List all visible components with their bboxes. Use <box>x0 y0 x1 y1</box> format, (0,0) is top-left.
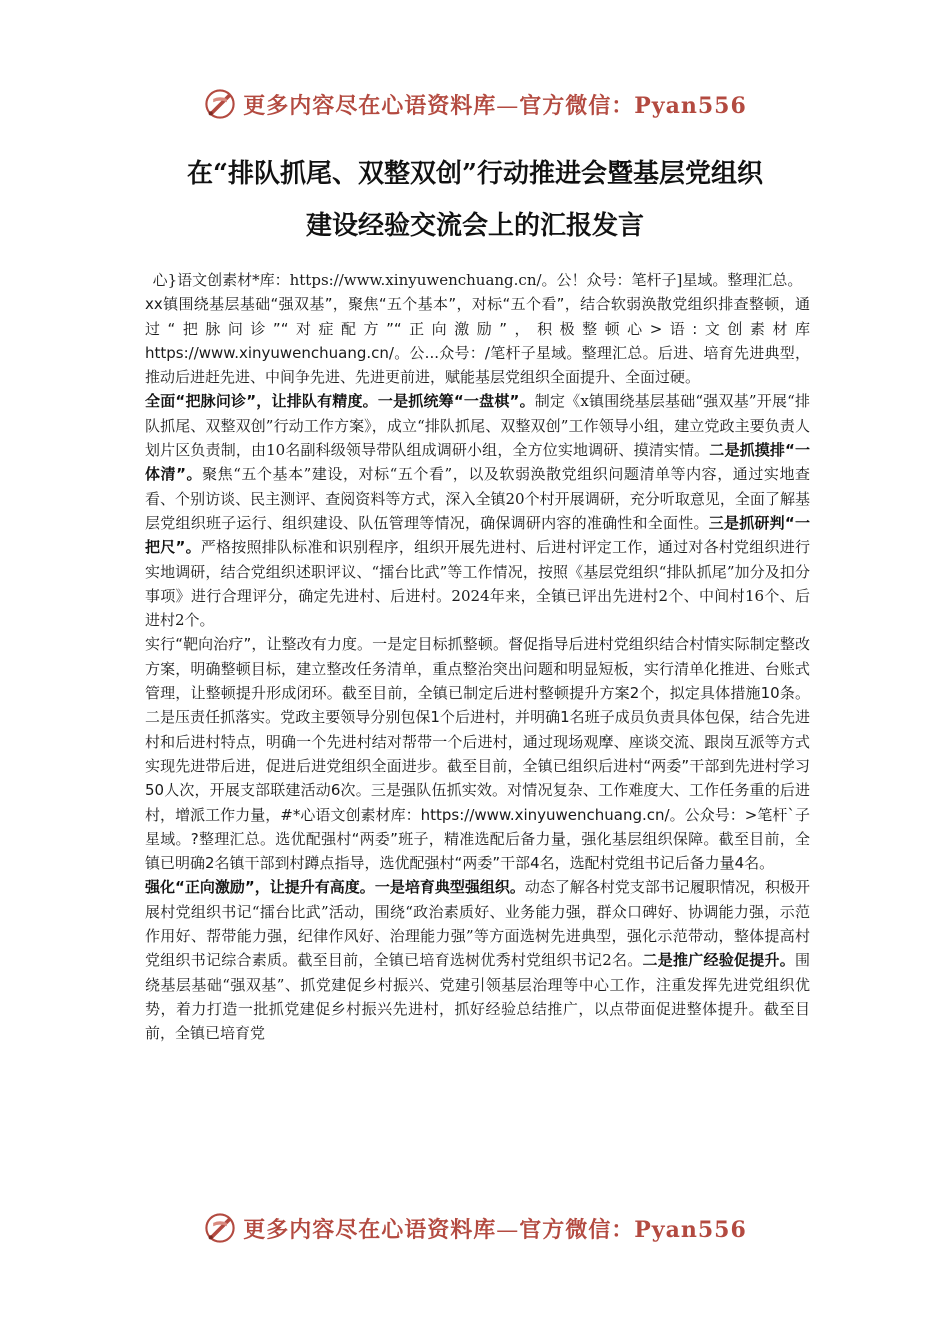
section-3-text-1: 动态了解各村党支部书记履职情况，积极开展村党组织书记“擂台比武”活动，围绕“政治素质好、业务能力强，群众口碑好、协调能力强，示范作用好、帮带能力强，纪律作风好、治理能力强”等方面选树先进典型，强化示范带动，整体提高村党组织书记综合素质。截至目前，全镇已培育选树优秀村党组织书记2名。 <box>145 878 810 970</box>
title-line-1: 在“排队抓尾、双整双创”行动推进会暨基层党组织 <box>187 159 763 189</box>
section-1-text-2: 聚焦“五个基本”建设，对标“五个看”，以及软弱涣散党组织问题清单等内容，通过实地查看、个别访谈、民主测评、查阅资料等方式，深入全镇20个村开展调研，充分听取意见，全面了解基层党组织班子运行、组织建设、队伍管理等情况，确保调研内容的准确性和全面性。 <box>145 465 811 532</box>
document-title <box>120 148 830 252</box>
section-3-text-2: 围绕基层基础“强双基”、抓党建促乡村振兴、党建引领基层治理等中心工作，注重发挥先进党组织优势，着力打造一批抓党建促乡村振兴先进村，抓好经验总结推广，以点带面促进整体提升。截至目前，全镇已培育党 <box>145 951 810 1043</box>
book-pen-logo-icon <box>203 1211 237 1245</box>
section-1-sub-1: 一是抓统筹“一盘棋”。 <box>377 392 535 411</box>
section-1-text-3: 严格按照排队标准和识别程序，组织开展先进村、后进村评定工作，通过对各村党组织进行实地调研，结合党组织述职评议、“擂台比武”等工作情况，按照《基层党组织“排队抓尾”加分及扣分事项》进行合理评分，确定先进村、后进村。2024年来，全镇已评出先进村2个、中间村16个、后进村2个。 <box>145 538 810 630</box>
banner-text: 更多内容尽在心语资料库—官方微信：Pyan556 <box>243 92 747 119</box>
banner-text: 更多内容尽在心语资料库—官方微信：Pyan556 <box>243 1216 747 1243</box>
section-3-sub-1: 一是培育典型强组织。 <box>374 878 525 897</box>
book-pen-logo-icon <box>203 87 237 121</box>
footer-banner <box>0 1208 950 1248</box>
section-1-paragraph <box>145 389 810 632</box>
section-1-text-1: 制定《x镇围绕基层基础“强双基”开展“排队抓尾、双整双创”行动工作方案》，成立“排队抓尾、双整双创”工作领导小组，建立党政主要负责人划片区负责制，由10名副科级领导带队组成调研小组，全方位实地调研、摸清实情。 <box>145 392 811 460</box>
section-3-paragraph <box>145 875 810 1045</box>
section-1-sub-3: 三是抓研判“一把尺”。 <box>145 513 810 557</box>
section-1-sub-2: 二是抓摸排“一体清”。 <box>145 441 810 484</box>
document-body <box>145 268 810 1046</box>
header-banner <box>0 84 950 124</box>
section-2-paragraph: 实行“靶向治疗”，让整改有力度。一是定目标抓整顿。督促指导后进村党组织结合村情实际制定整改方案，明确整顿目标，建立整改任务清单，重点整治突出问题和明显短板，实行清单化推进、台账式管理，让整顿提升形成闭环。截至目前，全镇已制定后进村整顿提升方案2个，拟定具体措施10条。二是压责任抓落实。党政主要领导分别包保1个后进村，并明确1名班子成员负责具体包保，结合先进村和后进村特点，明确一个先进村结对帮带一个后进村，通过现场观摩、座谈交流、跟岗互派等方式实现先进带后进，促进后进党组织全面进步。截至目前，全镇已组织后进村“两委”干部到先进村学习50人次，开展支部联建活动6次。三是强队伍抓实效。对情况复杂、工作难度大、工作任务重的后进村，增派工作力量，#*心语文创素材库：https://www.xinyuwenchuang.cn/。公众号：>笔杆`子星域。?整理汇总。选优配强村“两委”班子，精准选配后备力量，强化基层组织保障。截至目前，全镇已明确2名镇干部到村蹲点指导，选优配强村“两委”干部4名，选配村党组书记后备力量4名。 <box>145 635 810 873</box>
section-1-heading: 全面“把脉问诊”，让排队有精度。 <box>145 392 378 411</box>
intro-paragraph: xx镇围绕基层基础“强双基”，聚焦“五个基本”，对标“五个看”，结合软弱涣散党组织排查整顿，通过“把脉问诊”“对症配方”“正向激励”，积极整顿心>语:文创素材库https://www.xinyuwenchuang.cn/。公...众号：/笔杆子星域。整理汇总。后进、培育先进典型，推动后进赶先进、中间争先进、先进更前进，赋能基层党组织全面提升、全面过硬。 <box>145 295 810 387</box>
title-line-2: 建设经验交流会上的汇报发言 <box>305 211 644 241</box>
source-note: 心}语文创素材*库：https://www.xinyuwenchuang.cn/。公！众号：笔杆子]星域。整理汇总。 <box>152 271 803 289</box>
section-3-sub-2: 二是推广经验促提升。 <box>642 951 795 970</box>
section-3-heading: 强化“正向激励”，让提升有高度。 <box>145 878 375 897</box>
